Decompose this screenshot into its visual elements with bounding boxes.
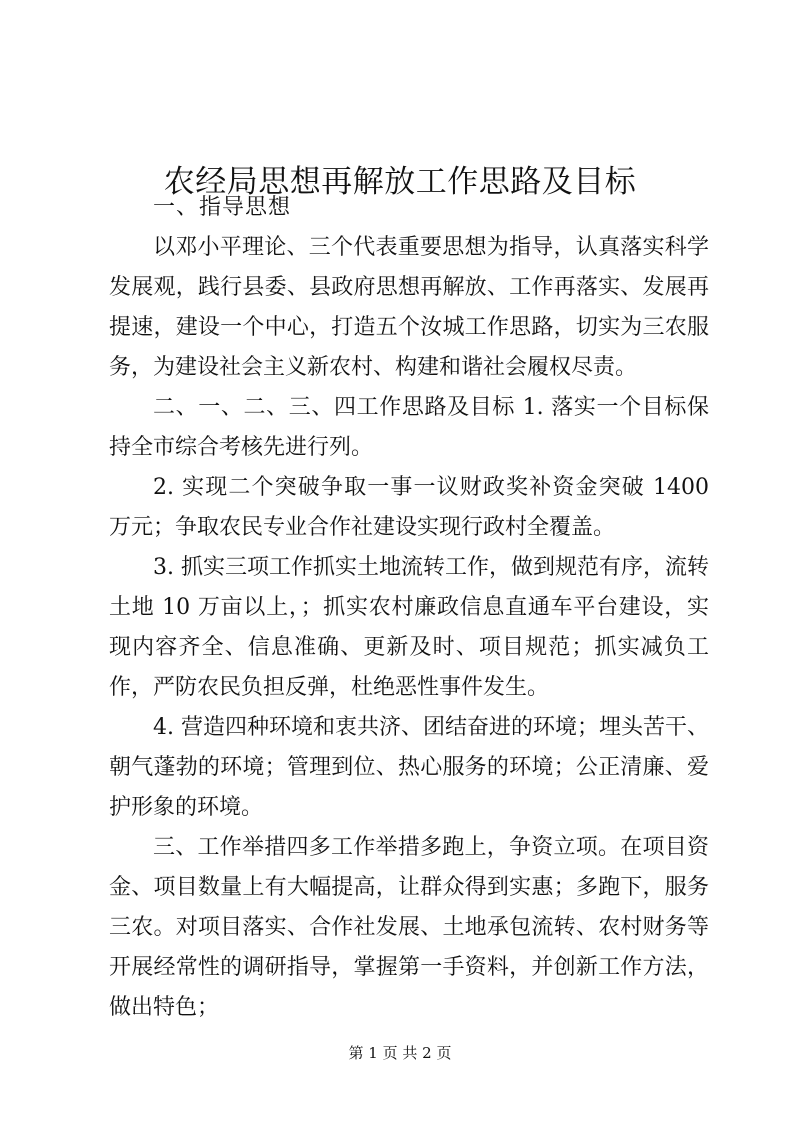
section-heading-guiding-ideology: 一、指导思想: [153, 195, 292, 220]
paragraph-goal-2: 2. 实现二个突破争取一事一议财政奖补资金突破 1400 万元；争取农民专业合作社建设实现行政村全覆盖。: [109, 475, 709, 540]
page-indicator: 第 1 页 共 2 页: [348, 1044, 452, 1062]
page-footer: [0, 1043, 800, 1063]
paragraph-work-measures: 三、工作举措四多工作举措多跑上，争资立项。在项目资金、项目数量上有大幅提高，让群众得到实惠；多跑下，服务三农。对项目落实、合作社发展、土地承包流转、农村财务等开展经常性的调研指导，掌握第一手资料，并创新工作方法，做出特色；: [109, 835, 709, 1020]
document-body: [109, 188, 709, 1028]
paragraph-goal-3: 3. 抓实三项工作抓实土地流转工作，做到规范有序，流转土地 10 万亩以上，；抓实农村廉政信息直通车平台建设，实现内容齐全、信息准确、更新及时、项目规范；抓实减负工作，严防农民负担反弹，杜绝恶性事件发生。: [109, 555, 709, 700]
paragraph-guiding-ideology: 以邓小平理论、三个代表重要思想为指导，认真落实科学发展观，践行县委、县政府思想再解放、工作再落实、发展再提速，建设一个中心，打造五个汝城工作思路，切实为三农服务，为建设社会主义新农村、构建和谐社会履权尽责。: [109, 235, 709, 380]
document-title: 农经局思想再解放工作思路及目标: [163, 163, 637, 200]
paragraph-work-ideas-goal-1: 二、一、二、三、四工作思路及目标 1. 落实一个目标保持全市综合考核先进行列。: [109, 395, 709, 460]
paragraph-goal-4: 4. 营造四种环境和衷共济、团结奋进的环境；埋头苦干、朝气蓬勃的环境；管理到位、热心服务的环境；公正清廉、爱护形象的环境。: [109, 715, 709, 820]
